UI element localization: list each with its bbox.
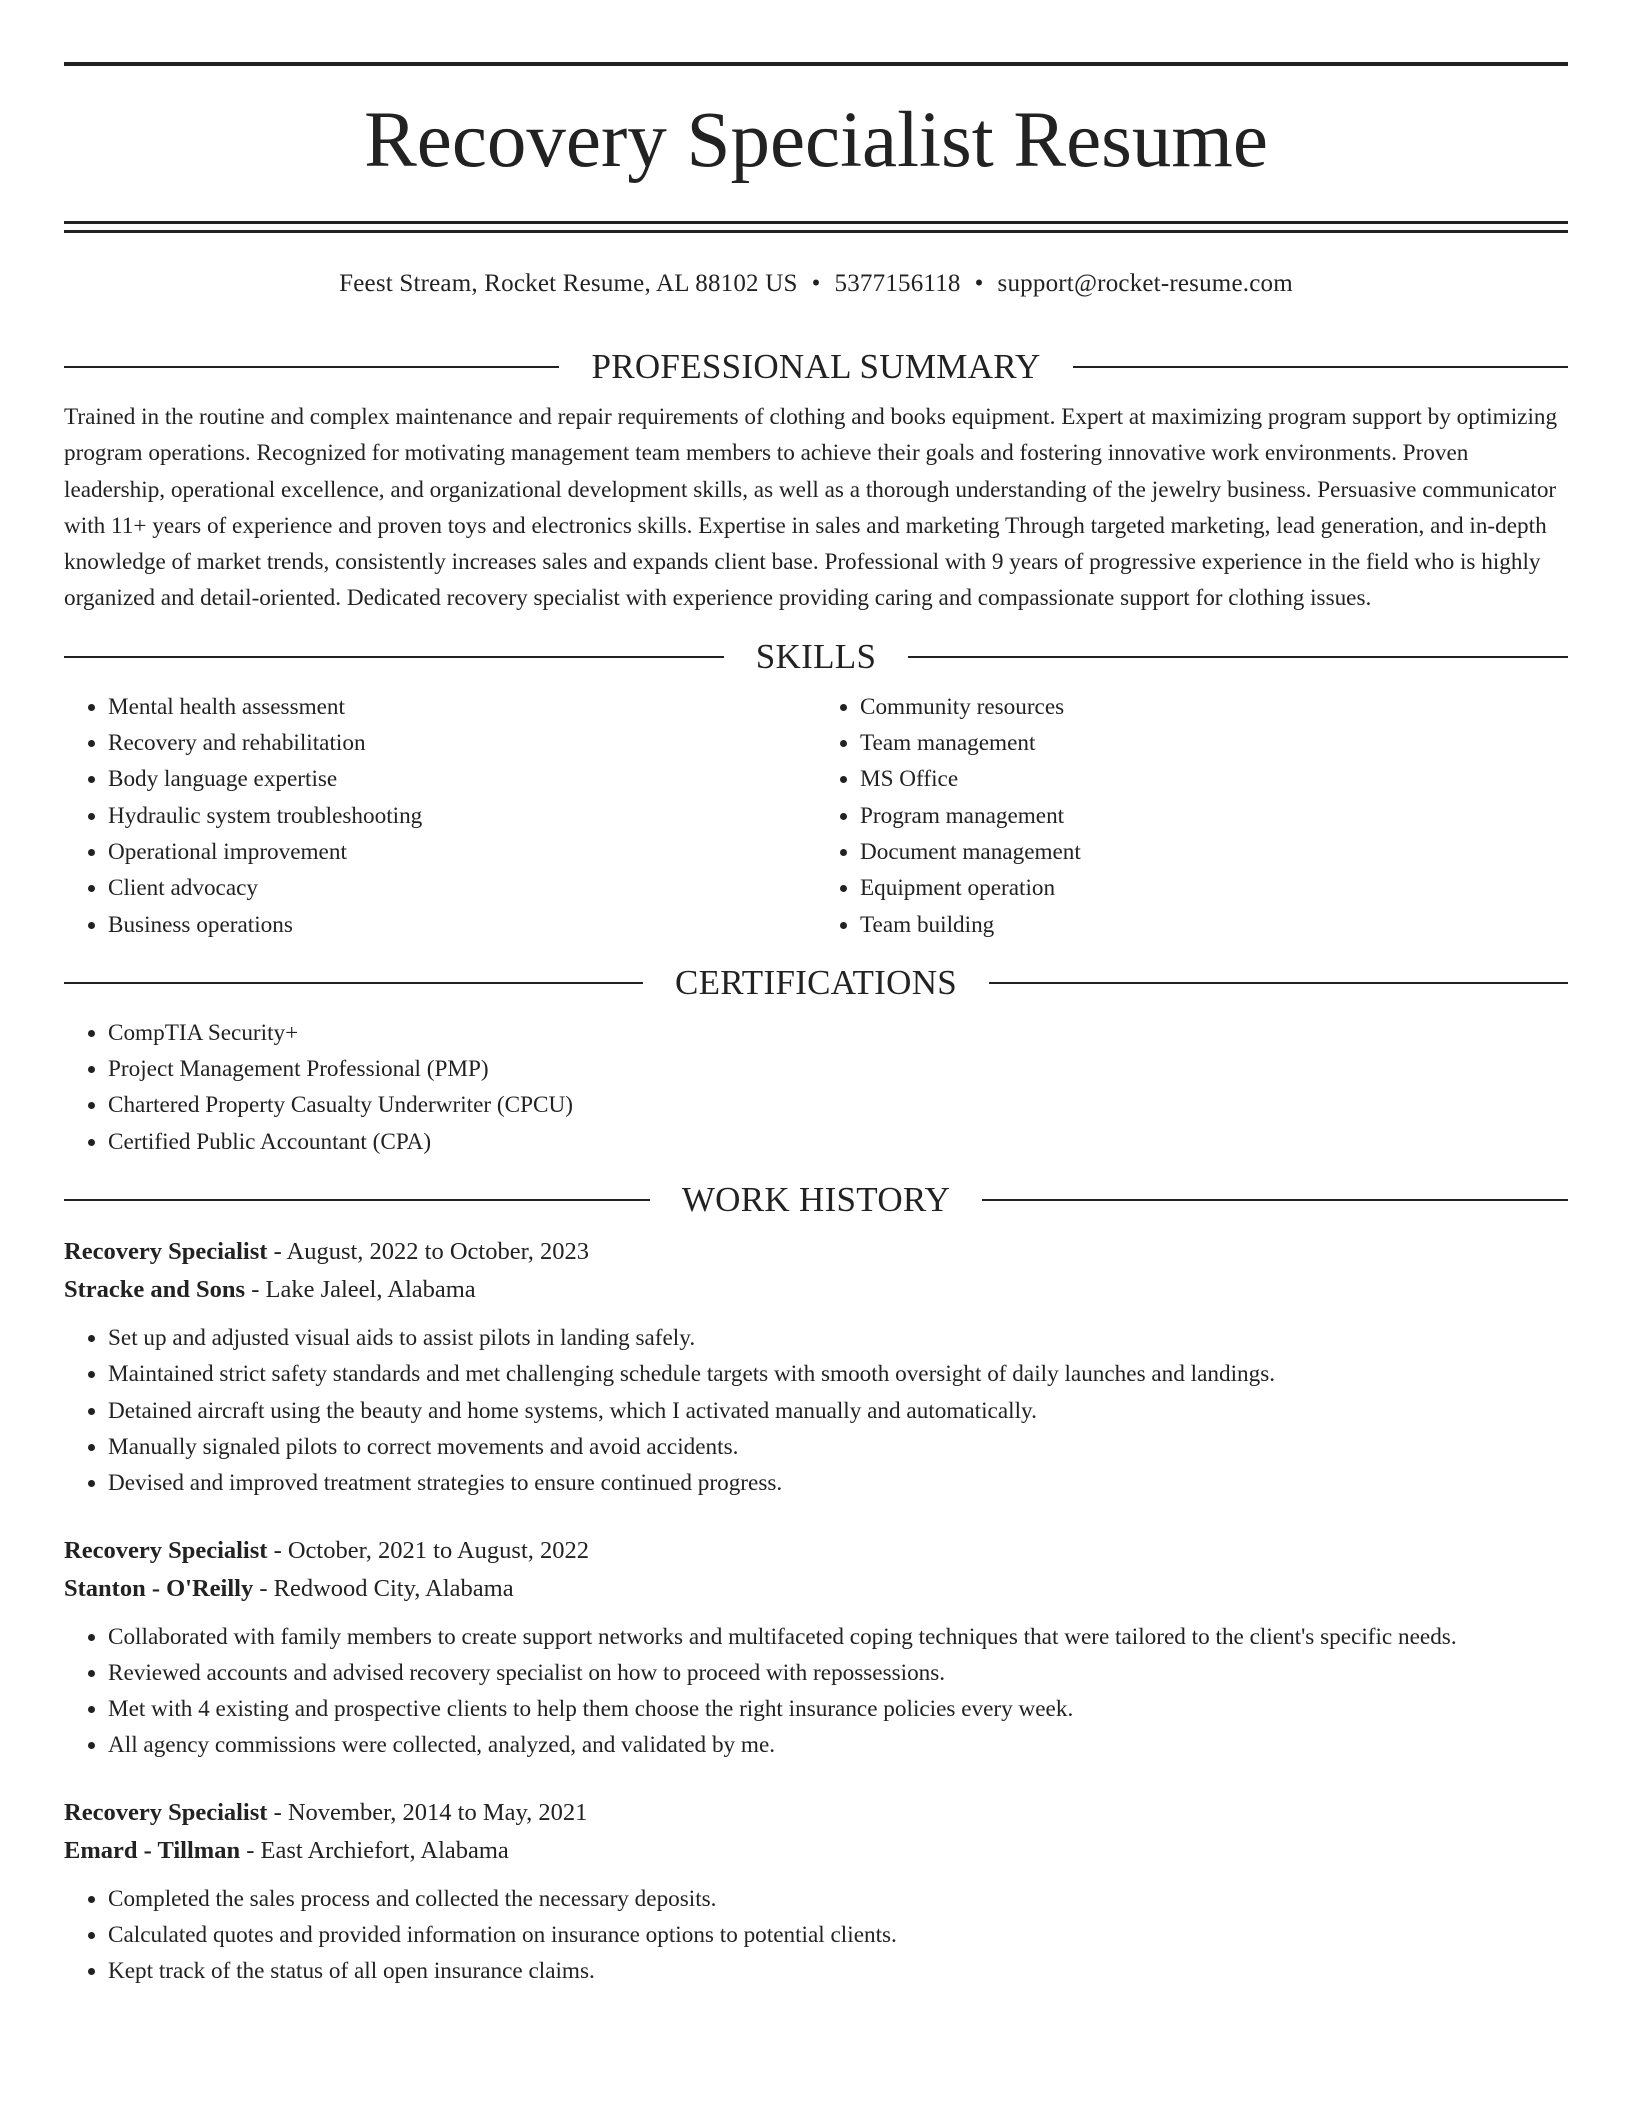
- job-bullet: • Completed the sales process and collected the necessary deposits.: [108, 1881, 1568, 1917]
- skill-item: • Mental health assessment: [108, 689, 816, 725]
- contact-address: Feest Stream, Rocket Resume, AL 88102 US: [339, 270, 798, 297]
- skill-item: • Community resources: [860, 689, 1568, 725]
- top-rule: [64, 62, 1568, 66]
- skills-list: [64, 689, 1568, 943]
- skills-heading: [64, 637, 1568, 677]
- job-location: - Redwood City, Alabama: [253, 1574, 514, 1602]
- skill-item: • Recovery and rehabilitation: [108, 725, 816, 761]
- job-company-line: [64, 1832, 1568, 1870]
- contact-phone: 5377156118: [834, 270, 961, 297]
- job-bullet: • Detained aircraft using the beauty and home systems, which I activated manually and automatically.: [108, 1393, 1568, 1429]
- job-title: Recovery Specialist: [64, 1238, 268, 1266]
- job-company-line: [64, 1570, 1568, 1608]
- job-title: Recovery Specialist: [64, 1536, 268, 1564]
- title-double-rule: [64, 221, 1568, 233]
- job-bullet: • Manually signaled pilots to correct movements and avoid accidents.: [108, 1429, 1568, 1465]
- contact-separator: •: [811, 270, 821, 297]
- job-bullet: • Calculated quotes and provided information on insurance options to potential clients.: [108, 1917, 1568, 1953]
- job-dates: - October, 2021 to August, 2022: [267, 1536, 590, 1564]
- job-bullet: • Devised and improved treatment strategies to ensure continued progress.: [108, 1465, 1568, 1501]
- job-company: Stracke and Sons: [64, 1276, 246, 1304]
- skill-item: • Hydraulic system troubleshooting: [108, 798, 816, 834]
- job-entry: [64, 1794, 1568, 1990]
- summary-text: Trained in the routine and complex maintenance and repair requirements of clothing and books equipment. Expert at maximizing program support by optimizing program operations. Recognized for motivating management team members to achieve their goals and fostering innovative work environments. Proven leadership, operational excellence, and organizational development skills, as well as a thorough understanding of the jewelry business. Persuasive communicator with 11+ years of experience and proven toys and electronics skills. Expertise in sales and marketing Through targeted marketing, lead generation, and in-depth knowledge of market trends, consistently increases sales and expands client base. Professional with 9 years of progressive experience in the field who is highly organized and detail-oriented. Dedicated recovery specialist with experience providing caring and compassionate support for clothing issues.: [64, 404, 1558, 612]
- skill-item: • Program management: [860, 798, 1568, 834]
- job-bullet: • Kept track of the status of all open insurance claims.: [108, 1953, 1568, 1989]
- certification-item: • Chartered Property Casualty Underwriter (CPCU): [108, 1087, 1568, 1123]
- skill-item: • Equipment operation: [860, 870, 1568, 906]
- job-title-line: [64, 1233, 1568, 1271]
- skill-item: • Operational improvement: [108, 834, 816, 870]
- work-history-heading-text: WORK HISTORY: [681, 1180, 951, 1220]
- skill-item: • Document management: [860, 834, 1568, 870]
- skill-item: • Business operations: [108, 907, 816, 943]
- job-bullet: • Reviewed accounts and advised recovery specialist on how to proceed with repossessions.: [108, 1655, 1568, 1691]
- certification-item: • CompTIA Security+: [108, 1015, 1568, 1051]
- job-bullet: • Maintained strict safety standards and met challenging schedule targets with smooth oversight of daily launches and landings.: [108, 1356, 1568, 1392]
- skills-column-left: [64, 689, 816, 943]
- job-title-line: [64, 1532, 1568, 1570]
- work-history-heading: [64, 1180, 1568, 1220]
- skills-column-right: [816, 689, 1568, 943]
- job-bullet: • Met with 4 existing and prospective clients to help them choose the right insurance policies every week.: [108, 1691, 1568, 1727]
- job-company-line: [64, 1271, 1568, 1309]
- job-bullets: [64, 1619, 1568, 1764]
- job-entry: [64, 1233, 1568, 1501]
- certifications-heading: [64, 963, 1568, 1003]
- page-title: Recovery Specialist Resume: [364, 97, 1268, 184]
- skill-item: • Team management: [860, 725, 1568, 761]
- skill-item: • Body language expertise: [108, 761, 816, 797]
- contact-separator: •: [974, 270, 984, 297]
- skills-heading-text: SKILLS: [755, 636, 877, 676]
- summary-heading-text: PROFESSIONAL SUMMARY: [591, 347, 1041, 386]
- job-location: - Lake Jaleel, Alabama: [245, 1276, 476, 1304]
- certification-item: • Project Management Professional (PMP): [108, 1051, 1568, 1087]
- job-company: Emard - Tillman: [64, 1836, 241, 1864]
- job-bullets: [64, 1320, 1568, 1501]
- job-entry: [64, 1532, 1568, 1764]
- skill-item: • Client advocacy: [108, 870, 816, 906]
- job-bullet: • Set up and adjusted visual aids to assist pilots in landing safely.: [108, 1320, 1568, 1356]
- skill-item: • Team building: [860, 907, 1568, 943]
- certifications-list: [64, 1015, 1568, 1160]
- certification-item: • Certified Public Accountant (CPA): [108, 1124, 1568, 1160]
- job-bullet: • All agency commissions were collected, analyzed, and validated by me.: [108, 1727, 1568, 1763]
- job-bullets: [64, 1881, 1568, 1990]
- contact-email: support@rocket-resume.com: [997, 270, 1293, 297]
- skill-item: • MS Office: [860, 761, 1568, 797]
- job-dates: - November, 2014 to May, 2021: [267, 1798, 588, 1826]
- contact-line: [64, 269, 1568, 299]
- job-dates: - August, 2022 to October, 2023: [267, 1238, 590, 1266]
- job-title: Recovery Specialist: [64, 1798, 268, 1826]
- job-location: - East Archiefort, Alabama: [240, 1836, 509, 1864]
- summary-heading: [64, 347, 1568, 387]
- job-bullet: • Collaborated with family members to create support networks and multifaceted coping techniques that were tailored to the client's specific needs.: [108, 1619, 1568, 1655]
- certifications-heading-text: CERTIFICATIONS: [674, 962, 958, 1002]
- job-title-line: [64, 1794, 1568, 1832]
- job-company: Stanton - O'Reilly: [64, 1574, 254, 1602]
